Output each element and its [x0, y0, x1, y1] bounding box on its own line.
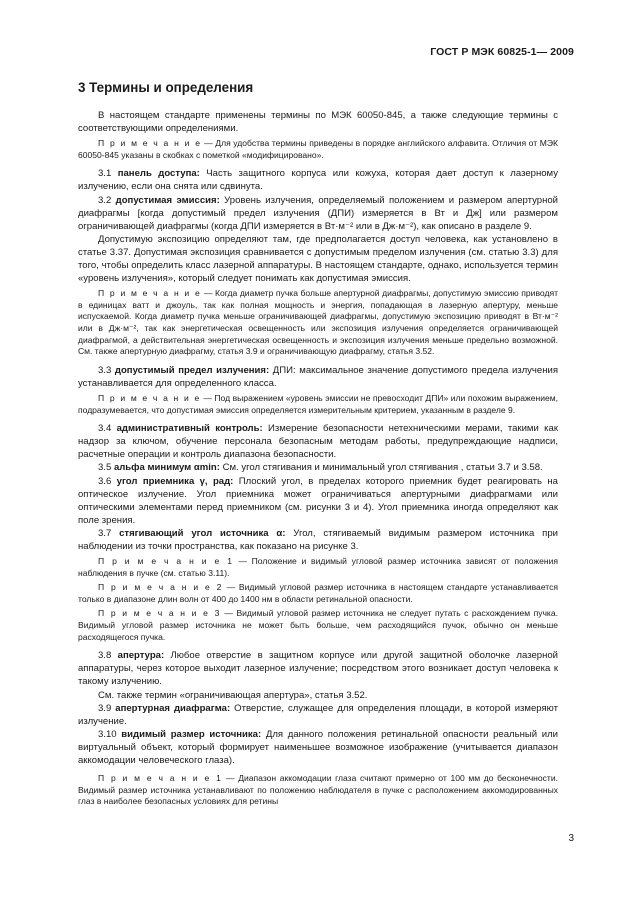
note-3-10-1: [78, 773, 558, 808]
note-label: П р и м е ч а н и е: [98, 138, 202, 149]
term-number: 3.4: [98, 423, 117, 435]
note-text: — Видимый угловой размер источника не следует путать с расхождением пучка. Видимый угловой размер источника не может быть больше, чем расходящийся пучок, обычно он меньше расходящегося пучка.: [78, 608, 558, 642]
term-number: 3.7: [98, 527, 120, 539]
term-3-8: [78, 649, 558, 688]
note-3-7-2: [78, 582, 558, 605]
term-number: 3.5: [98, 462, 114, 474]
term-3-6: [78, 475, 558, 527]
term-definition: Часть защитного корпуса или кожуха, которая дает доступ к лазерному излучению, если она снята или сдвинута.: [78, 168, 558, 193]
term-3-9: [78, 702, 558, 728]
term-definition: Любое отверстие в защитном корпусе или другой защитной оболочке лазерной аппаратуры, через которое выходит лазерное излучение; посредством этого возникает доступ человека к такому излучению.: [78, 650, 558, 688]
term-number: 3.1: [98, 168, 118, 180]
term-name: видимый размер источника:: [121, 728, 262, 740]
term-3-10: [78, 728, 558, 767]
intro-paragraph: В настоящем стандарте применены термины по МЭК 60050-845, а также следующие термины с соответствующими определениями.: [78, 110, 558, 135]
term-number: 3.2: [98, 194, 116, 206]
term-definition: ДПИ: максимальное значение допустимого предела излучения устанавливается для определенного класса.: [78, 364, 558, 389]
term-name: апертурная диафрагма:: [115, 702, 231, 714]
page-content: [78, 80, 558, 811]
term-definition: Угол, стягиваемый видимым размером источника при наблюдении из точки пространства, как показано на рисунке 3.: [78, 527, 558, 552]
term-definition: См. угол стягивания и минимальный угол стягивания , статьи 3.7 и 3.58.: [219, 462, 543, 474]
term-definition: Для данного положения ретинальной опасности реальный или виртуальный объект, который формирует наименьшее возможное изображение (учитывается диапазон аккомодации человеческого глаза).: [78, 728, 558, 766]
term-3-3: [78, 364, 558, 390]
note-label: П р и м е ч а н и е: [98, 288, 202, 299]
term-name: допустимая эмиссия:: [115, 194, 220, 206]
term-3-5: [78, 461, 558, 474]
note-text: — Для удобства термины приведены в порядке английского алфавита. Отличия от МЭК 60050-845 указаны в скобках с пометкой «модифицировано».: [78, 138, 558, 160]
term-name: допустимый предел излучения:: [114, 364, 270, 376]
note-label: П р и м е ч а н и е 3: [98, 608, 221, 619]
term-3-2-paragraph-2: Допустимую экспозицию определяют там, где предполагается доступ человека, как установлено в статье 3.37. Допустимая экспозиция сравнивается с допустимым пределом излучения (см. статью 3.3) для того, чтобы определить класс лазерной аппаратуры. В настоящем стандарте, однако, используется термин «уровень излучения», который следует понимать как допустимая эмиссия.: [78, 233, 558, 285]
document-header: ГОСТ Р МЭК 60825-1— 2009: [430, 46, 574, 58]
note-3-7-3: [78, 608, 558, 643]
term-3-7: [78, 527, 558, 553]
term-number: 3.3: [98, 364, 115, 376]
term-number: 3.8: [98, 650, 118, 662]
note-3-2: [78, 288, 558, 358]
term-3-8-paragraph-2: См. также термин «ограничивающая апертура», статья 3.52.: [98, 689, 368, 701]
note-label: П р и м е ч а н и е 1: [98, 556, 234, 567]
section-title: 3 Термины и определения: [78, 80, 254, 95]
note-text: — Когда диаметр пучка больше апертурной диафрагмы, допустимую эмиссию приводят в единицах ватт и джоуль, так как полная мощность и энергия, попадающая в лазерную апертуру, меньше испускаемой. Когда диаметр пучка меньше ограничивающей диафрагмы, допустимую экспозицию приводят в Вт·м⁻² или в Дж·м⁻², так как энергетическая освещенность или экспозиция излучения определяется ограничивающей диафрагмой, а действительная энергетическая освещенность и экспозиция излучения меньше предельно возможной. См. также апертурную диафрагму, статья 3.9 и ограничивающую диафрагму, статья 3.52.: [78, 288, 558, 357]
term-definition: Отверстие, служащее для определения площади, в которой измеряют излучение.: [78, 702, 558, 727]
term-name: угол приемника γ, рад:: [116, 475, 234, 487]
term-number: 3.6: [98, 475, 117, 487]
term-number: 3.9: [98, 702, 116, 714]
term-3-4: [78, 422, 558, 461]
note-intro: [78, 138, 558, 161]
term-name: альфа минимум αmin:: [113, 462, 220, 474]
term-definition: Плоский угол, в пределах которого приемник будет реагировать на оптическое излучение. Угол приемника может ограничиваться апертурными диафрагмами или оптическими элементами перед приемником (см. рисунки 3 и 4). Угол приемника иногда определяют как поле зрения.: [78, 475, 558, 526]
note-label: П р и м е ч а н и е 1: [98, 773, 223, 784]
term-definition: Уровень излучения, определяемый положением и размером апертурной диафрагмы [когда допустимый предел излучения (ДПИ) измеряется в Вт и Дж] или размером ограничивающей диафрагмы (когда ДПИ измеряется в Вт·м⁻² или в Дж·м⁻²), как описано в разделе 9.: [78, 194, 558, 232]
term-definition: Измерение безопасности нетехническими мерами, такими как надзор за ключом, обучение персонала безопасным методам работы, предупреждающие надписи, расчетные операции и контроль диапазона безопасности.: [78, 423, 558, 461]
note-text: — Диапазон аккомодации глаза считают примерно от 100 мм до бесконечности. Видимый размер источника устанавливают по положению наблюдателя в пучке с расположением аккомодированных глаз в наиболее безопасных условиях для ретины: [78, 773, 558, 807]
note-3-7-1: [78, 556, 558, 579]
note-3-3: [78, 393, 558, 416]
term-name: стягивающий угол источника α:: [119, 527, 286, 539]
page-number: 3: [568, 833, 574, 844]
term-name: апертура:: [117, 650, 165, 662]
term-number: 3.10: [98, 728, 122, 740]
note-text: — Под выражением «уровень эмиссии не превосходит ДПИ» или похожим выражением, подразумевается, что допустимая эмиссия определяется измерительным критерием, указанным в разделе 9.: [78, 392, 558, 415]
note-text: — Положение и видимый угловой размер источника зависят от положения наблюдения в пучке (см. статью 3.11).: [78, 556, 558, 578]
term-name: панель доступа:: [117, 168, 200, 180]
term-3-1: [78, 167, 558, 193]
term-3-2: [78, 194, 558, 233]
note-label: П р и м е ч а н и е: [98, 392, 201, 403]
note-text: — Видимый угловой размер источника в настоящем стандарте устанавливается только в диапазоне длин волн от 400 до 1400 нм в области ретинальной опасности.: [78, 582, 559, 604]
term-name: административный контроль:: [116, 423, 263, 435]
note-label: П р и м е ч а н и е 2: [98, 582, 223, 593]
